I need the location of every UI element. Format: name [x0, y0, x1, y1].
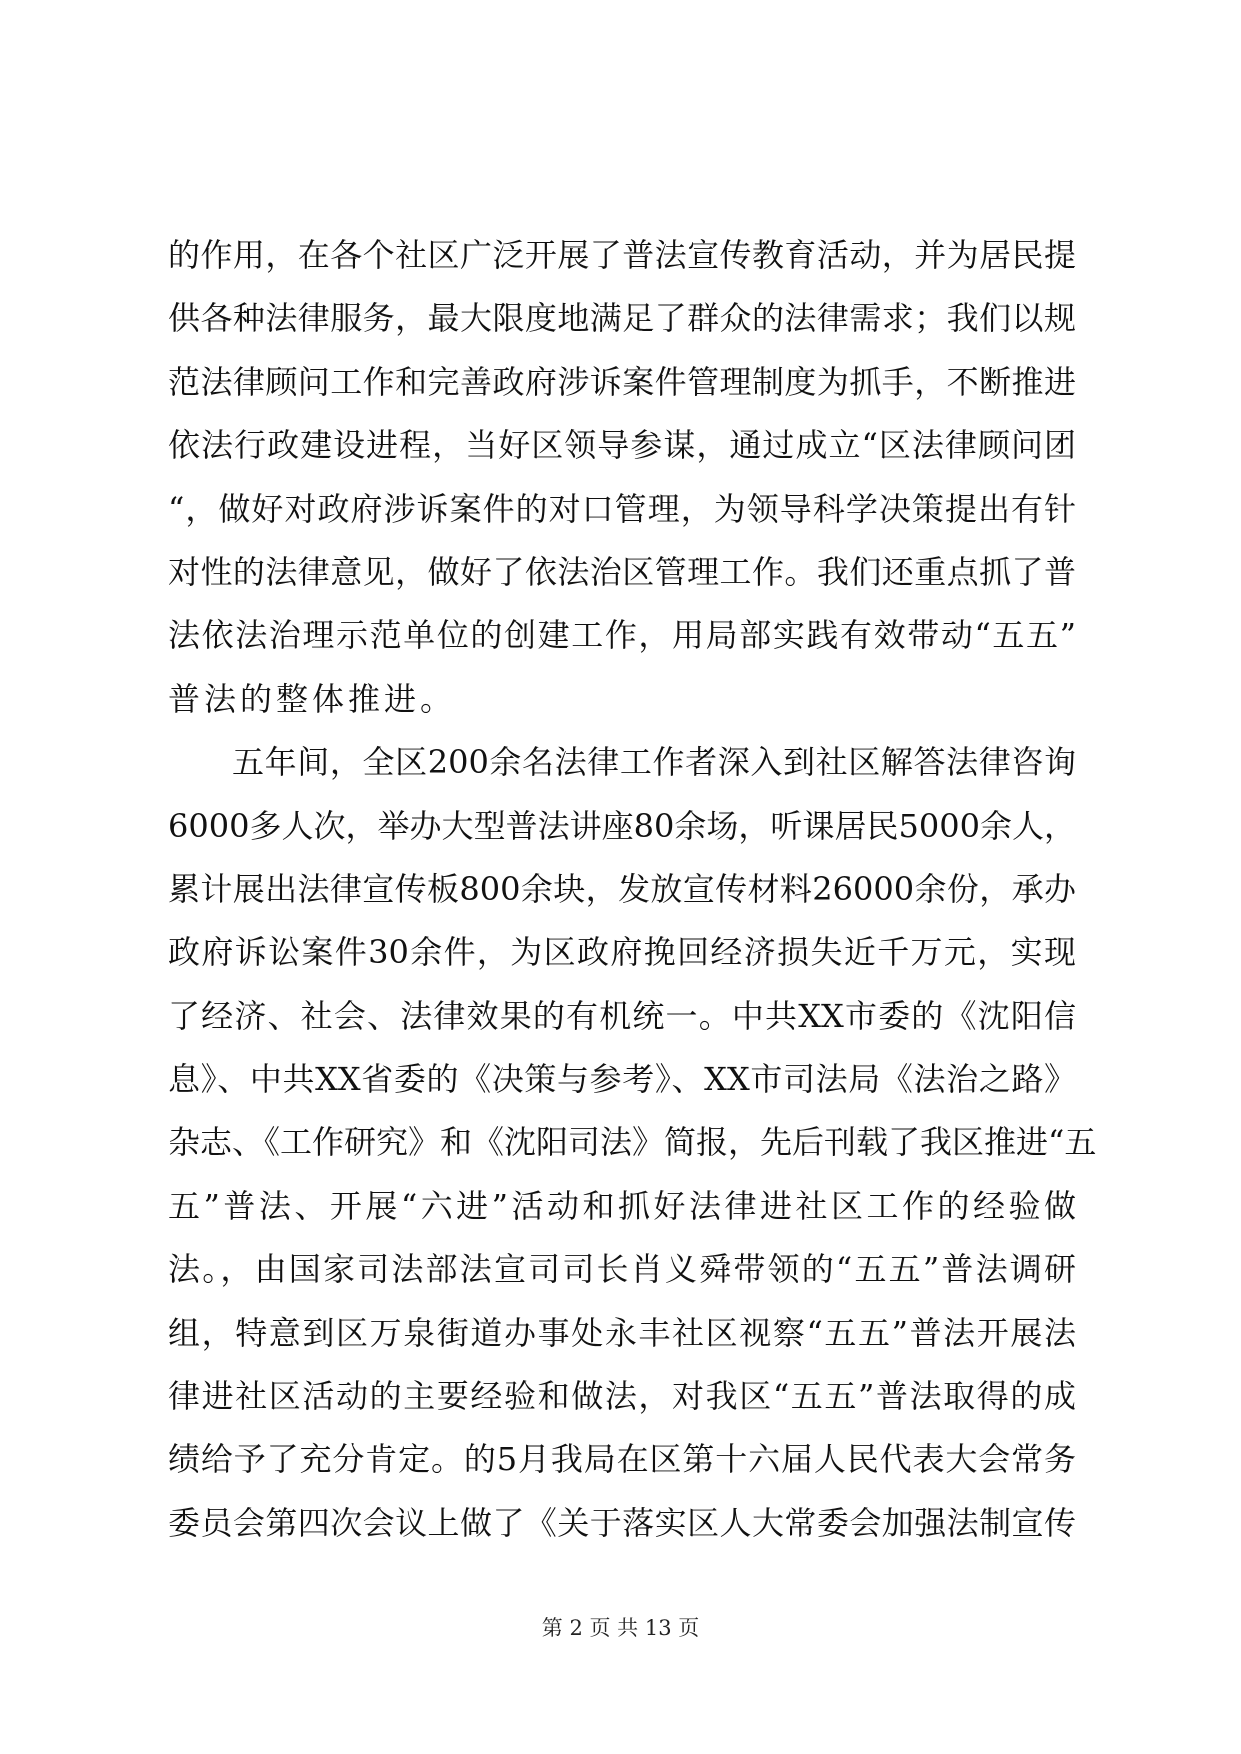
page-number-footer: 第 2 页 共 13 页: [541, 1616, 700, 1640]
text-line: 息》、中共XX省委的《决策与参考》、XX市司法局《法治之路》: [168, 1060, 1076, 1099]
text-line: 普法的整体推进。: [168, 679, 457, 718]
text-line: 委员会第四次会议上做了《关于落实区人大常委会加强法制宣传: [168, 1503, 1076, 1542]
text-line: 组，特意到区万泉街道办事处永丰社区视察“五五”普法开展法: [168, 1313, 1076, 1352]
text-line: 累计展出法律宣传板800余块，发放宣传材料26000余份，承办: [168, 869, 1076, 908]
text-line: 对性的法律意见，做好了依法治区管理工作。我们还重点抓了普: [168, 552, 1076, 591]
text-line: 五”普法、开展“六进”活动和抓好法律进社区工作的经验做: [168, 1186, 1076, 1225]
text-line: 供各种法律服务，最大限度地满足了群众的法律需求；我们以规: [168, 299, 1076, 338]
paragraph-first-line: 五年间，全区200余名法律工作者深入到社区解答法律咨询: [232, 743, 1076, 782]
text-line: 法。，由国家司法部法宣司司长肖义舜带领的“五五”普法调研: [168, 1250, 1076, 1289]
text-line: 6000多人次，举办大型普法讲座80余场，听课居民5000余人，: [168, 806, 1076, 845]
text-line: 依法行政建设进程，当好区领导参谋，通过成立“区法律顾问团: [168, 426, 1076, 465]
text-line: “，做好对政府涉诉案件的对口管理，为领导科学决策提出有针: [168, 489, 1076, 528]
text-line: 杂志、《工作研究》和《沈阳司法》简报，先后刊载了我区推进“五: [168, 1123, 1097, 1162]
text-line: 了经济、社会、法律效果的有机统一。中共XX市委的《沈阳信: [168, 996, 1076, 1035]
text-line: 法依法治理示范单位的创建工作，用局部实践有效带动“五五”: [168, 616, 1076, 655]
text-line: 的作用，在各个社区广泛开展了普法宣传教育活动，并为居民提: [168, 236, 1076, 274]
document-body: [168, 224, 1097, 1555]
text-line: 绩给予了充分肯定。的5月我局在区第十六届人民代表大会常务: [168, 1440, 1076, 1479]
text-line: 范法律顾问工作和完善政府涉诉案件管理制度为抓手，不断推进: [168, 362, 1076, 401]
text-line: 律进社区活动的主要经验和做法，对我区“五五”普法取得的成: [168, 1377, 1076, 1416]
text-line: 政府诉讼案件30余件，为区政府挽回经济损失近千万元，实现: [168, 933, 1076, 972]
